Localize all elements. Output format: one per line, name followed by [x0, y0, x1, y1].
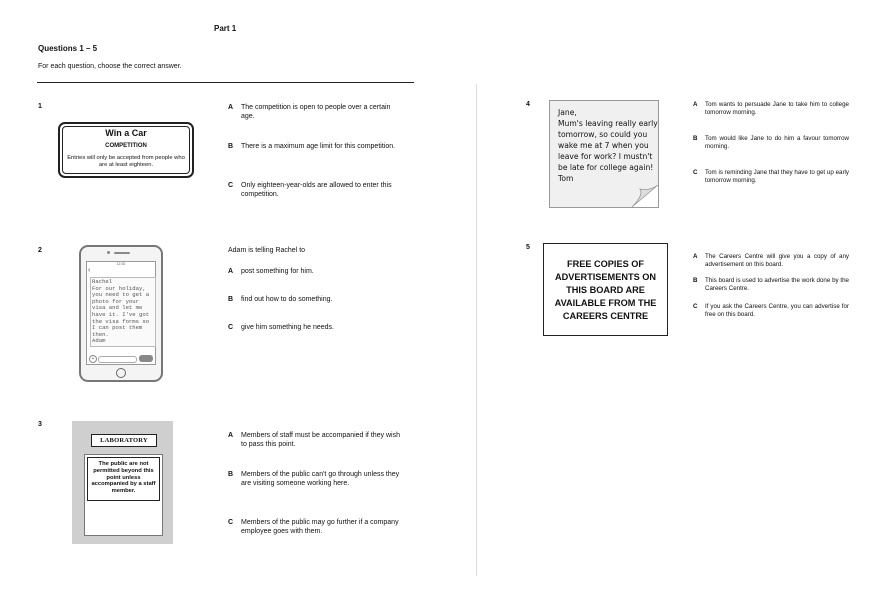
q1-option-c[interactable] — [228, 181, 400, 199]
option-letter: A — [228, 268, 234, 275]
header-divider — [37, 82, 414, 83]
option-letter: B — [228, 143, 234, 150]
option-text: This board is used to advertise the work done by the Careers Centre. — [705, 277, 849, 292]
option-letter: A — [228, 432, 234, 439]
sign-title: Win a Car — [105, 128, 147, 138]
text-message: Rachel For our holiday, you need to get a photo for your visa and let me have it. I've got the visa forms so I can post them then. Adam — [90, 277, 156, 347]
option-text: Only eighteen-year-olds are allowed to enter this competition. — [241, 182, 392, 198]
competition-sign — [58, 122, 194, 178]
option-text: give him something he needs. — [241, 324, 334, 331]
column-divider — [476, 84, 477, 576]
q5-option-c[interactable] — [693, 303, 849, 318]
q5-option-b[interactable] — [693, 277, 849, 292]
part-title: Part 1 — [214, 24, 237, 33]
option-letter: A — [693, 253, 698, 260]
question-number-3: 3 — [38, 421, 42, 428]
option-text: Members of the public may go further if a company employee goes with them. — [241, 519, 399, 535]
option-text: Tom wants to persuade Jane to take him to college tomorrow morning. — [705, 101, 849, 116]
q1-option-a[interactable] — [228, 103, 400, 121]
option-letter: B — [693, 277, 698, 284]
option-letter: C — [693, 169, 698, 176]
option-text: post something for him. — [241, 268, 314, 275]
sign-body: Entries will only be accepted from people who are at least eighteen. — [67, 155, 185, 168]
q2-stem: Adam is telling Rachel to — [228, 247, 306, 254]
option-text: Members of staff must be accompanied if they wish to pass this point. — [241, 432, 400, 448]
option-letter: A — [693, 101, 698, 108]
q3-option-c[interactable] — [228, 518, 400, 536]
option-letter: B — [228, 296, 234, 303]
send-icon — [139, 355, 153, 362]
handwritten-note — [549, 100, 659, 208]
phone-screen — [86, 261, 156, 365]
question-number-4: 4 — [526, 101, 530, 108]
option-text: The competition is open to people over a certain age. — [241, 104, 391, 120]
option-text: If you ask the Careers Centre, you can advertise for free on this board. — [705, 303, 849, 318]
note-text: Jane, Mum's leaving really early tomorrow, so could you wake me at 7 when you leave for work? I mustn't be late for college again! Tom — [558, 108, 658, 183]
option-letter: B — [228, 471, 234, 478]
q4-option-a[interactable] — [693, 101, 849, 116]
laboratory-notice — [84, 454, 163, 536]
sign-subtitle: COMPETITION — [105, 143, 147, 149]
option-letter: C — [693, 303, 698, 310]
page-curl-icon — [632, 185, 658, 207]
questions-heading: Questions 1 – 5 — [38, 44, 98, 53]
q3-option-b[interactable] — [228, 470, 400, 488]
home-button-icon — [116, 368, 126, 378]
q4-option-c[interactable] — [693, 169, 849, 184]
option-letter: C — [228, 182, 234, 189]
phone-status-bar: 12:30 — [116, 262, 126, 266]
plus-icon: + — [89, 355, 97, 363]
phone-illustration — [79, 245, 163, 382]
option-text: The Careers Centre will give you a copy of any advertisement on this board. — [705, 253, 849, 268]
q3-option-a[interactable] — [228, 431, 400, 449]
question-number-1: 1 — [38, 103, 42, 110]
q1-option-b[interactable] — [228, 142, 400, 151]
q5-option-a[interactable] — [693, 253, 849, 268]
careers-sign: FREE COPIES OF ADVERTISEMENTS ON THIS BOARD ARE AVAILABLE FROM THE CAREERS CENTRE — [543, 243, 668, 336]
message-field — [98, 356, 137, 363]
q2-option-a[interactable] — [228, 267, 400, 276]
q2-option-b[interactable] — [228, 295, 400, 304]
speaker-icon — [114, 252, 130, 254]
option-text: Tom is reminding Jane that they have to get up early tomorrow morning. — [705, 169, 849, 184]
camera-icon — [107, 251, 110, 254]
laboratory-heading: LABORATORY — [91, 434, 157, 447]
option-text: Tom would like Jane to do him a favour tomorrow morning. — [705, 135, 849, 150]
question-number-2: 2 — [38, 247, 42, 254]
option-text: find out how to do something. — [241, 296, 333, 303]
laboratory-sign — [72, 421, 173, 544]
back-arrow-icon: ‹ — [88, 267, 91, 274]
notice-text: The public are not permitted beyond this point unless accompanied by a staff member. — [87, 457, 160, 501]
option-letter: C — [228, 324, 234, 331]
option-letter: A — [228, 104, 234, 111]
q4-option-b[interactable] — [693, 135, 849, 150]
q2-option-c[interactable] — [228, 323, 400, 332]
option-text: There is a maximum age limit for this competition. — [241, 143, 396, 150]
message-composer — [89, 355, 153, 362]
option-letter: C — [228, 519, 234, 526]
option-letter: B — [693, 135, 698, 142]
option-text: Members of the public can't go through unless they are visiting someone working here. — [241, 471, 400, 487]
question-number-5: 5 — [526, 244, 530, 251]
instruction-text: For each question, choose the correct answer. — [38, 63, 182, 70]
